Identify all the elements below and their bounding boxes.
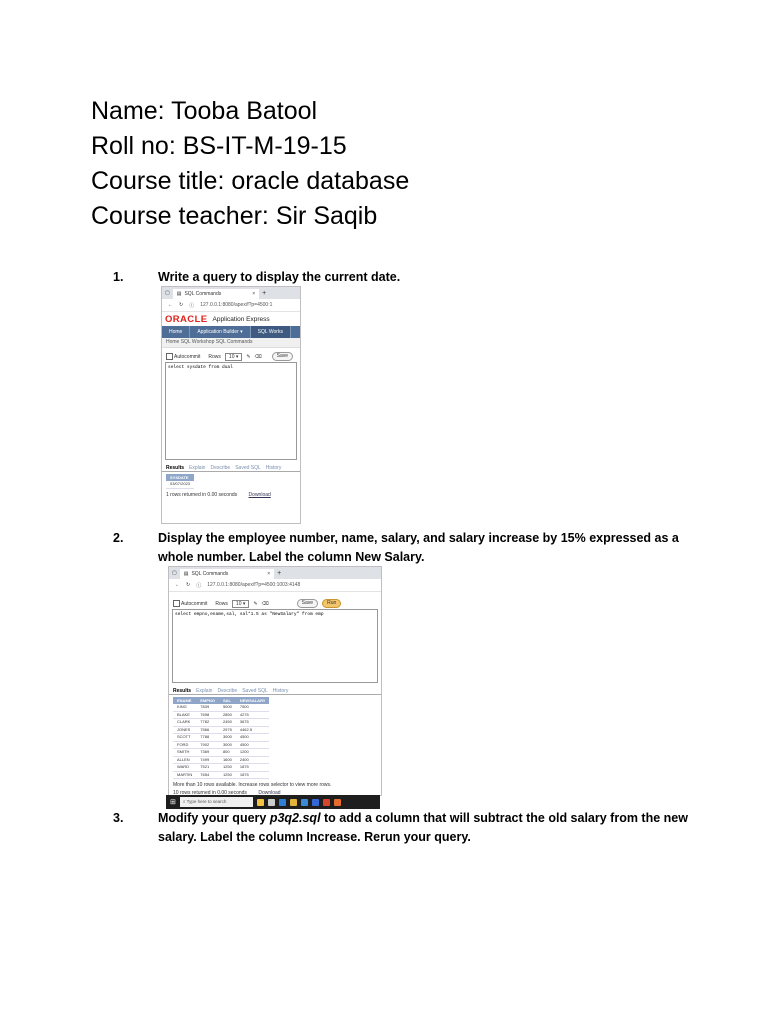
- rows-select[interactable]: 10 ▾: [232, 600, 249, 608]
- table-cell: FORD: [173, 741, 196, 749]
- results-table: [173, 697, 269, 779]
- result-tabs: [162, 463, 300, 472]
- info-icon: ⓘ: [196, 582, 202, 589]
- table-cell: 1250: [219, 771, 236, 779]
- breadcrumb: Home SQL Workshop SQL Commands: [162, 338, 300, 348]
- table-cell: 2850: [219, 711, 236, 719]
- table-row: [173, 749, 269, 757]
- table-cell: 7788: [196, 734, 219, 742]
- clear-icon[interactable]: ⌫: [261, 600, 269, 607]
- pencil-icon[interactable]: ✎: [246, 353, 251, 360]
- table-cell: 7654: [196, 771, 219, 779]
- folder-icon[interactable]: [290, 799, 297, 806]
- table-cell: CLARK: [173, 719, 196, 727]
- question-text: Write a query to display the current date.: [158, 270, 401, 284]
- question-text: Display the employee number, name, salary, and salary increase by 15% expressed as a whole number. Label the column New Salary.: [158, 531, 679, 564]
- windows-taskbar: [166, 795, 380, 809]
- window-icon: ▢: [165, 290, 170, 296]
- tab-title: SQL Commands: [184, 291, 222, 297]
- table-cell: WARD: [173, 764, 196, 772]
- info-icon: ⓘ: [189, 302, 195, 309]
- table-row: [173, 719, 269, 727]
- question-number: 1.: [113, 270, 124, 284]
- table-row: [173, 771, 269, 779]
- table-cell: 4275: [236, 711, 270, 719]
- roll-number: Roll no: BS-IT-M-19-15: [91, 132, 347, 160]
- table-cell: BLAKE: [173, 711, 196, 719]
- question-number: 3.: [113, 811, 124, 825]
- table-cell: MARTIN: [173, 771, 196, 779]
- table-row: [173, 741, 269, 749]
- rows-label: Rows: [215, 600, 228, 607]
- browser-tab[interactable]: [173, 289, 259, 299]
- tab-results[interactable]: Results: [173, 688, 192, 694]
- window-icon: ▢: [172, 570, 177, 576]
- nav-home[interactable]: Home: [162, 326, 190, 338]
- table-cell: 3000: [219, 734, 236, 742]
- more-rows-note: More than 10 rows available. Increase rows selector to view more rows.: [173, 782, 332, 788]
- table-cell: SMITH: [173, 749, 196, 757]
- screenshot-sysdate-query: [161, 286, 301, 524]
- clear-icon[interactable]: ⌫: [254, 353, 262, 360]
- browser-tab-bar: [169, 567, 381, 579]
- table-cell: 03/07/2023: [166, 481, 194, 488]
- autocommit-checkbox[interactable]: Autocommit: [166, 353, 200, 360]
- table-cell: 3675: [236, 719, 270, 727]
- results-footer: 1 rows returned in 0.00 seconds Download: [166, 491, 271, 498]
- app-name: Application Express: [212, 315, 270, 323]
- question-text: Modify your query p3q2.sql to add a column that will subtract the old salary from the new salary. Label the column Increase. Rerun your query.: [158, 811, 688, 844]
- table-cell: 5000: [219, 704, 236, 711]
- new-tab-icon[interactable]: +: [262, 289, 267, 297]
- reload-icon[interactable]: ↻: [186, 582, 191, 588]
- autocommit-checkbox[interactable]: Autocommit: [173, 600, 207, 607]
- run-button[interactable]: Run: [322, 599, 341, 608]
- close-icon[interactable]: ×: [252, 291, 256, 297]
- sql-toolbar: [162, 351, 300, 362]
- table-cell: 2400: [236, 756, 270, 764]
- table-cell: 1200: [236, 749, 270, 757]
- page-icon: ▤: [176, 291, 182, 297]
- new-tab-icon[interactable]: +: [277, 569, 282, 577]
- firefox-icon[interactable]: [334, 799, 341, 806]
- column-header: SYSDATE: [166, 474, 194, 481]
- table-cell: 1250: [219, 764, 236, 772]
- rows-select[interactable]: 10 ▾: [225, 353, 242, 361]
- table-cell: 2450: [219, 719, 236, 727]
- table-cell: 7500: [236, 704, 270, 711]
- tab-explain[interactable]: Explain: [196, 688, 213, 694]
- address-bar: [162, 299, 300, 312]
- download-link[interactable]: Download: [258, 790, 281, 796]
- table-cell: 800: [219, 749, 236, 757]
- column-header: NEWSALARY: [236, 697, 270, 704]
- table-row: [173, 711, 269, 719]
- column-header: SAL: [219, 697, 236, 704]
- back-arrow-icon[interactable]: ←: [175, 582, 180, 588]
- file-name: p3q2.sql: [269, 811, 321, 825]
- results-table: [166, 474, 194, 489]
- table-cell: 7902: [196, 741, 219, 749]
- rows-label: Rows: [208, 353, 221, 360]
- store-icon[interactable]: [301, 799, 308, 806]
- table-cell: 3000: [219, 741, 236, 749]
- table-cell: 4500: [236, 741, 270, 749]
- tab-describe[interactable]: Describe: [217, 688, 238, 694]
- browser-tab-bar: [162, 287, 300, 299]
- taskbar-search[interactable]: ⌕ Type here to search: [180, 797, 253, 807]
- table-cell: 4462.5: [236, 726, 270, 734]
- table-cell: 7499: [196, 756, 219, 764]
- app-icon[interactable]: [257, 799, 264, 806]
- sql-editor[interactable]: select sysdate from dual: [165, 362, 297, 460]
- column-header: EMPNO: [196, 697, 219, 704]
- pencil-icon[interactable]: ✎: [253, 600, 258, 607]
- page-icon: ▤: [183, 571, 189, 577]
- table-cell: 2975: [219, 726, 236, 734]
- course-title: Course title: oracle database: [91, 167, 410, 195]
- table-row: [173, 704, 269, 711]
- tab-saved-sql[interactable]: Saved SQL: [235, 465, 261, 471]
- results-footer: 10 rows returned in 0.00 seconds Download: [173, 790, 281, 796]
- close-icon[interactable]: ×: [267, 571, 271, 577]
- table-cell: 1600: [219, 756, 236, 764]
- table-cell: 7566: [196, 726, 219, 734]
- table-row: [173, 734, 269, 742]
- oracle-header: [162, 312, 300, 326]
- result-tabs: [169, 686, 381, 695]
- nav-sql-workshop[interactable]: SQL Works: [251, 326, 291, 338]
- browser-tab[interactable]: [180, 569, 274, 579]
- nav-app-builder[interactable]: Application Builder ▾: [190, 326, 250, 338]
- table-row: [173, 726, 269, 734]
- student-info: [91, 94, 409, 234]
- tab-history[interactable]: History: [272, 688, 289, 694]
- table-cell: 1875: [236, 771, 270, 779]
- question-number: 2.: [113, 531, 124, 545]
- column-header: ENAME: [173, 697, 196, 704]
- table-row: [173, 756, 269, 764]
- table-cell: ALLEN: [173, 756, 196, 764]
- address-bar: [169, 579, 381, 592]
- tab-explain[interactable]: Explain: [189, 465, 206, 471]
- reload-icon[interactable]: ↻: [179, 302, 184, 308]
- url-text[interactable]: 127.0.0.1:8080/apex/f?p=4500:1003:4148: [207, 582, 301, 588]
- table-cell: 7521: [196, 764, 219, 772]
- sql-editor[interactable]: select empno,ename,sal, sal*1.5 as "NewSalary" from emp: [172, 609, 378, 683]
- tab-history[interactable]: History: [265, 465, 282, 471]
- table-row: [173, 764, 269, 772]
- table-cell: KING: [173, 704, 196, 711]
- tab-saved-sql[interactable]: Saved SQL: [242, 688, 268, 694]
- tab-describe[interactable]: Describe: [210, 465, 231, 471]
- course-teacher: Course teacher: Sir Saqib: [91, 202, 378, 230]
- table-cell: 7782: [196, 719, 219, 727]
- tab-results[interactable]: Results: [166, 465, 185, 471]
- edge-icon[interactable]: [279, 799, 286, 806]
- student-name: Name: Tooba Batool: [91, 97, 318, 125]
- url-text[interactable]: 127.0.0.1:8080/apex/f?p=4500:1: [200, 302, 273, 308]
- save-button[interactable]: Save: [272, 352, 293, 361]
- table-cell: 4500: [236, 734, 270, 742]
- table-cell: 7839: [196, 704, 219, 711]
- mail-icon[interactable]: [312, 799, 319, 806]
- chrome-icon[interactable]: [323, 799, 330, 806]
- save-button[interactable]: Save: [297, 599, 318, 608]
- tab-title: SQL Commands: [191, 571, 229, 577]
- back-arrow-icon[interactable]: ←: [168, 302, 173, 308]
- screenshot-salary-query: [168, 566, 382, 796]
- table-cell: SCOTT: [173, 734, 196, 742]
- task-view-icon[interactable]: [268, 799, 275, 806]
- table-cell: 7369: [196, 749, 219, 757]
- sql-toolbar: [169, 598, 381, 609]
- download-link[interactable]: Download: [248, 491, 271, 498]
- table-cell: 1875: [236, 764, 270, 772]
- apex-nav: [162, 326, 300, 338]
- table-cell: JONES: [173, 726, 196, 734]
- oracle-logo: ORACLE: [165, 313, 208, 325]
- windows-icon[interactable]: ⊞: [170, 799, 176, 806]
- table-cell: 7698: [196, 711, 219, 719]
